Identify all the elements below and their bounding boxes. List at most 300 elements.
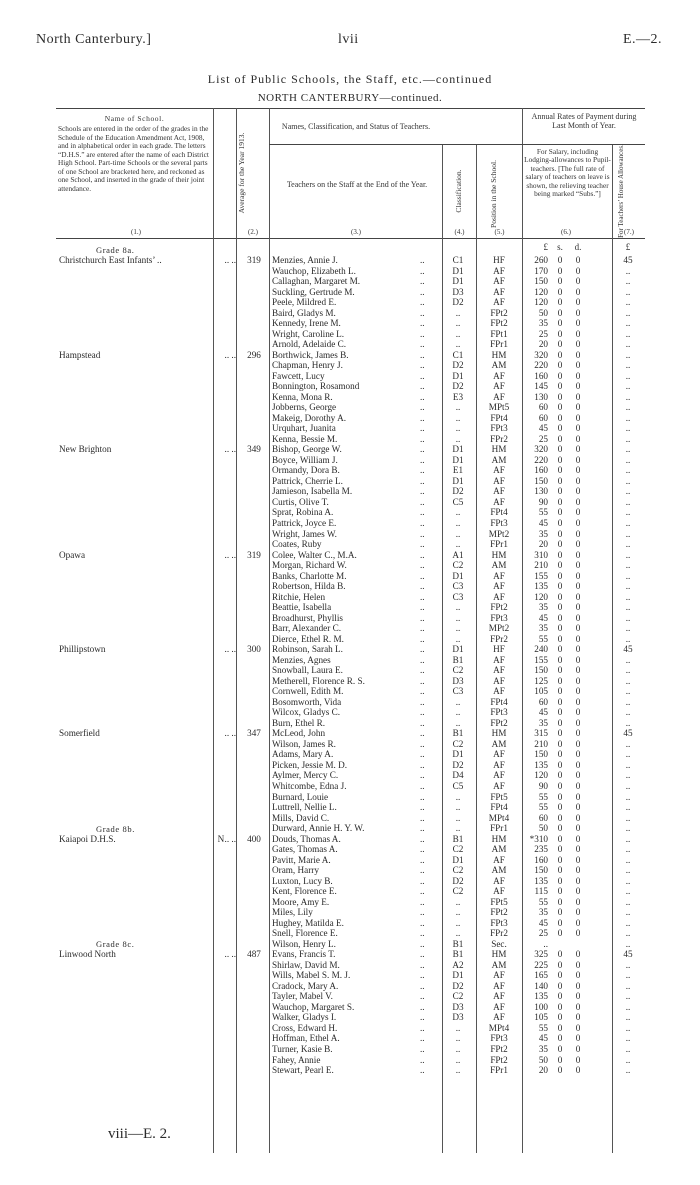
classification: B1 [452,654,464,665]
salary-shillings: 0 [557,581,563,592]
leader-dots: .. [420,991,425,1002]
position: FPt4 [490,412,508,423]
teacher-name: Adams, Mary A. [272,749,334,760]
salary-shillings: 0 [557,265,563,276]
leader-dots: .. [420,686,425,697]
salary-pounds: 45 [538,612,548,623]
salary-pounds: 60 [538,696,548,707]
teacher-name: Kenna, Mona R. [272,391,333,402]
classification: .. [455,823,461,834]
table-row [56,655,645,666]
classification: .. [455,402,461,413]
salary-pounds: 45 [538,423,548,434]
teacher-name: Robertson, Hilda B. [272,581,346,592]
teacher-name: McLeod, John [272,728,326,739]
leader-dots: .. [420,675,425,686]
table-row [56,949,645,960]
table-row [56,718,645,729]
salary-pounds: 150 [534,749,548,760]
teacher-name: Jobberns, George [272,402,337,413]
classification: .. [455,896,461,907]
house-allowance: .. [625,318,631,329]
salary-shillings: 0 [557,728,563,739]
salary-shillings: 0 [557,444,563,455]
house-allowance: .. [625,1033,631,1044]
salary-shillings: 0 [557,391,563,402]
position: FPt4 [490,507,508,518]
leader-dots: .. [420,255,425,265]
classification: .. [455,633,461,644]
classification: D2 [452,875,464,886]
school-name: Kaiapoi D.H.S. [59,833,116,844]
salary-pounds: 120 [534,297,548,308]
table-row [56,486,645,497]
classification: .. [455,707,461,718]
col5-header: Position in the School. [489,160,498,228]
salary-pence: 0 [575,465,581,476]
col-number: (1.) [131,228,141,236]
salary-pence: 0 [575,728,581,739]
house-allowance: .. [625,623,631,634]
salary-pounds: 150 [534,475,548,486]
teacher-name: Peele, Mildred E. [272,297,337,308]
table-row [56,507,645,518]
teacher-name: Walker, Gladys I. [272,1012,337,1023]
classification: .. [455,1065,461,1076]
salary-pounds: *310 [529,833,548,844]
classification: .. [455,1054,461,1065]
col3-header: Teachers on the Staff at the End of the Year. [286,180,428,189]
salary-pence: 0 [575,612,581,623]
table-row [56,329,645,340]
position: FPt2 [490,1054,508,1065]
salary-shillings: 0 [557,602,563,613]
salary-shillings: 0 [557,381,563,392]
house-allowance: .. [625,381,631,392]
house-allowance: .. [625,675,631,686]
salary-pence: 0 [575,1054,581,1065]
leader-dots: .. [420,1033,425,1044]
leader-dots: .. [420,570,425,581]
position: AM [491,959,507,970]
average-attendance: 319 [247,549,261,560]
salary-shillings: 0 [557,570,563,581]
salary-pence: 0 [575,759,581,770]
average-attendance: 319 [247,255,261,265]
leader-dots: .. [420,412,425,423]
salary-shillings: 0 [557,402,563,413]
house-allowance: .. [625,759,631,770]
classification: B1 [452,833,464,844]
teacher-name: Sprat, Robina A. [272,507,334,518]
position: AF [493,886,505,897]
col2-header: Average for the Year 1913. [237,132,246,214]
house-allowance: .. [625,812,631,823]
classification: .. [455,318,461,329]
position: FPr1 [490,823,508,834]
teacher-name: Wauchop, Margaret S. [272,1001,355,1012]
table-row [56,1033,645,1044]
leader-dots: .. [420,738,425,749]
teacher-name: Wilson, James R. [272,738,336,749]
leader-dots: .. .. [224,644,236,655]
classification: D2 [452,486,464,497]
house-allowance: .. [625,591,631,602]
table-row [56,287,645,298]
house-allowance: .. [625,496,631,507]
position: FPt1 [490,328,508,339]
house-allowance: .. [625,854,631,865]
classification: .. [455,539,461,550]
classification: .. [455,307,461,318]
table-row [56,255,645,266]
salary-pounds: 20 [538,1065,548,1076]
house-allowance: .. [625,581,631,592]
salary-pounds: 35 [538,623,548,634]
classification: D2 [452,759,464,770]
salary-pounds: 135 [534,759,548,770]
salary-shillings: 0 [557,991,563,1002]
teacher-name: Broadhurst, Phyllis [272,612,343,623]
position: FPt4 [490,696,508,707]
teacher-name: Kent, Florence E. [272,886,337,897]
salary-pence: 0 [575,1022,581,1033]
salary-shillings: 0 [557,1054,563,1065]
salary-pence: 0 [575,802,581,813]
teacher-name: Ritchie, Helen [272,591,326,602]
house-allowance: .. [625,791,631,802]
leader-dots: .. [420,928,425,939]
salary-pounds: 90 [538,781,548,791]
leader-dots: .. [420,970,425,981]
salary-pounds: 55 [538,507,548,518]
salary-shillings: 0 [557,686,563,697]
average-attendance: 347 [247,728,261,739]
salary-pence: 0 [575,738,581,749]
leader-dots: .. [420,644,425,655]
salary-pence: 0 [575,539,581,550]
salary-pence: 0 [575,812,581,823]
salary-shillings: 0 [557,823,563,834]
salary-pounds: 210 [534,560,548,571]
table-row [56,423,645,434]
teacher-name: Beattie, Isabella [272,602,332,613]
table-row [56,413,645,424]
salary-pounds: 120 [534,770,548,781]
salary-pence: 0 [575,791,581,802]
salary-pence: 0 [575,444,581,455]
salary-shillings: 0 [557,475,563,486]
position: HM [491,833,507,844]
leader-dots: .. [420,781,425,791]
classification: C1 [452,255,464,265]
house-allowance: .. [625,307,631,318]
leader-dots: .. [420,339,425,350]
position: AF [493,381,505,392]
salary-pounds: 105 [534,1012,548,1023]
house-allowance: .. [625,833,631,844]
leader-dots: .. [420,707,425,718]
salary-pence: 0 [575,854,581,865]
house-allowance: .. [625,602,631,613]
col1-notes: Schools are entered in the order of the grades in the Schedule of the Education Amendment Act, 1908, and in alphabetical order in each grade. The letters “D.H.S.” are entered after the name of each District High School. Part-time Schools or the several parts of one School are bracketed here, and reckoned as one School, and inserted in the grade of their joint attendance. [58,124,209,193]
salary-shillings: 0 [557,539,563,550]
salary-pence: 0 [575,412,581,423]
leader-dots: .. .. [224,444,236,455]
teacher-name: Boyce, William J. [272,454,338,465]
house-allowance: .. [625,665,631,676]
salary-pence: 0 [575,391,581,402]
table-row [56,381,645,392]
house-allowance: .. [625,781,631,791]
salary-pounds: 220 [534,360,548,371]
position: FPt5 [490,896,508,907]
teacher-name: Dierce, Ethel R. M. [272,633,344,644]
position: AF [493,265,505,276]
salary-shillings: 0 [557,1012,563,1023]
salary-pounds: 90 [538,496,548,507]
teacher-name: Wright, James W. [272,528,337,539]
position: AF [493,475,505,486]
table-row [56,613,645,624]
teacher-name: Menzies, Annie J. [272,255,338,265]
leader-dots: .. [420,539,425,550]
salary-pence: 0 [575,581,581,592]
classification: .. [455,1044,461,1054]
classification: .. [455,1022,461,1033]
table-row [56,308,645,319]
teacher-name: Gates, Thomas A. [272,844,338,855]
leader-dots: .. [420,865,425,876]
salary-pounds: 45 [538,1033,548,1044]
position: AF [493,1012,505,1023]
salary-pounds: 105 [534,686,548,697]
salary-pence: 0 [575,328,581,339]
leader-dots: .. [420,612,425,623]
col-number: (7.) [624,228,634,236]
table-row [56,665,645,676]
leader-dots: .. [420,749,425,760]
dhs-marker: N [217,833,225,844]
leader-dots: .. .. [224,549,236,560]
salary-pence: 0 [575,1001,581,1012]
salary-shillings: 0 [557,696,563,707]
teacher-name: Cornwell, Edith M. [272,686,344,697]
teacher-name: Burnard, Louie [272,791,329,802]
teacher-name: Evans, Francis T. [272,949,336,960]
table-row [56,1002,645,1013]
classification: C3 [452,581,464,592]
table-row [56,360,645,371]
salary-pounds: 35 [538,907,548,918]
salary-pence: 0 [575,360,581,371]
position: FPt3 [490,518,508,528]
salary-pounds: 35 [538,1044,548,1054]
position: FPt2 [490,602,508,613]
teacher-name: Oram, Harry [272,865,319,876]
salary-pence: 0 [575,644,581,655]
house-allowance: .. [625,276,631,287]
table-row [56,1065,645,1076]
classification: D1 [452,370,464,381]
position: FPt2 [490,717,508,728]
salary-pounds: 55 [538,896,548,907]
house-allowance: .. [625,444,631,455]
salary-pounds: 120 [534,286,548,297]
salary-shillings: 0 [557,1022,563,1033]
table-row [56,960,645,971]
leader-dots: .. [420,297,425,308]
position: AF [493,465,505,476]
table-row [56,792,645,803]
table-row [56,539,645,550]
teacher-name: Suckling, Gertrude M. [272,286,355,297]
teacher-name: Bishop, George W. [272,444,342,455]
salary-shillings: 0 [557,339,563,350]
classification: C2 [452,738,464,749]
salary-pence: 0 [575,1033,581,1044]
house-allowance: .. [625,570,631,581]
teacher-name: Menzies, Agnes [272,654,331,665]
salary-pounds: 160 [534,370,548,381]
salary-pence: 0 [575,297,581,308]
salary-shillings: 0 [557,644,563,655]
house-allowance: .. [625,980,631,991]
leader-dots: .. [420,370,425,381]
position: FPt3 [490,612,508,623]
house-allowance: .. [625,802,631,813]
teacher-name: Kennedy, Irene M. [272,318,341,329]
house-allowance: .. [625,823,631,834]
position: HM [491,444,507,455]
col-number: (5.) [494,228,505,236]
salary-pounds: 60 [538,402,548,413]
salary-pence: 0 [575,770,581,781]
position: FPt5 [490,791,508,802]
salary-pounds: 320 [534,349,548,360]
salary-pounds: 325 [534,949,548,960]
leader-dots: .. [420,454,425,465]
salary-pounds: 20 [538,339,548,350]
salary-pence: 0 [575,560,581,571]
table-row [56,266,645,277]
salary-shillings: 0 [557,781,563,791]
salary-pence: 0 [575,875,581,886]
leader-dots: .. [420,1001,425,1012]
classification: .. [455,328,461,339]
leader-dots: .. [420,423,425,434]
salary-shillings: 0 [557,675,563,686]
salary-pence: 0 [575,886,581,897]
salary-pounds: 125 [534,675,548,686]
teacher-name: Barr, Alexander C. [272,623,342,634]
leader-dots: .. .. [224,255,236,265]
leader-dots: .. [420,886,425,897]
table-row [56,402,645,413]
school-name: Somerfield [59,728,100,739]
salary-shillings: 0 [557,770,563,781]
salary-pounds: 150 [534,665,548,676]
teacher-name: Bosomworth, Vida [272,696,342,707]
salary-pounds: 155 [534,570,548,581]
leader-dots: .. [420,496,425,507]
salary-shillings: 0 [557,928,563,939]
leader-dots: .. [420,486,425,497]
salary-pence: 0 [575,433,581,444]
leader-dots: .. [420,1065,425,1076]
classification: B1 [452,938,464,949]
classification: A2 [452,959,464,970]
classification: E3 [452,391,464,402]
house-allowance: .. [625,1044,631,1054]
table-row [56,728,645,739]
table-row [56,644,645,655]
classification: C1 [452,349,464,360]
table-row [56,444,645,455]
salary-shillings: 0 [557,854,563,865]
classification: .. [455,917,461,928]
position: MPt4 [488,812,510,823]
salary-shillings: 0 [557,433,563,444]
salary-shillings: 0 [557,907,563,918]
house-allowance: .. [625,875,631,886]
position: AF [493,486,505,497]
salary-pence: 0 [575,907,581,918]
col6-header: For Salary, including Lodging-allowances to Pupil-teachers. [The full rate of salary of teachers on leave is shown, the relieving teacher being marked “Subs.”] [524,147,611,199]
table-row [56,276,645,287]
teacher-name: Kenna, Bessie M. [272,433,338,444]
salary-pounds: 120 [534,591,548,602]
leader-dots: .. [420,1012,425,1023]
teacher-name: Tayler, Mabel V. [272,991,333,1002]
col-number: (2.) [248,228,258,236]
salary-pounds: 55 [538,802,548,813]
salary-pence: 0 [575,675,581,686]
salary-pence: 0 [575,1044,581,1054]
salary-pence: 0 [575,749,581,760]
table-row [56,602,645,613]
table-row [56,350,645,361]
average-attendance: 300 [247,644,261,655]
salary-shillings: 0 [557,507,563,518]
classification: D1 [452,265,464,276]
classification: .. [455,791,461,802]
col3-top-header: Names, Classification, and Status of Teachers. [281,122,431,131]
house-allowance: .. [625,507,631,518]
position: AF [493,391,505,402]
classification: .. [455,412,461,423]
table-row [56,897,645,908]
house-allowance: .. [625,349,631,360]
table-row [56,739,645,750]
house-allowance: .. [625,970,631,981]
salary-pence: 0 [575,970,581,981]
house-allowance: .. [625,844,631,855]
position: AF [493,980,505,991]
salary-shillings: 0 [557,949,563,960]
salary-pounds: 210 [534,738,548,749]
salary-shillings: 0 [557,549,563,560]
position: FPr1 [490,539,508,550]
pounds-unit: £ [543,242,548,252]
table-row [56,1023,645,1034]
salary-pence: 0 [575,665,581,676]
table-row [56,991,645,1002]
salary-pounds: 35 [538,602,548,613]
house-allowance: 45 [623,728,633,739]
house-allowance: 45 [623,255,633,265]
house-allowance: .. [625,938,631,949]
